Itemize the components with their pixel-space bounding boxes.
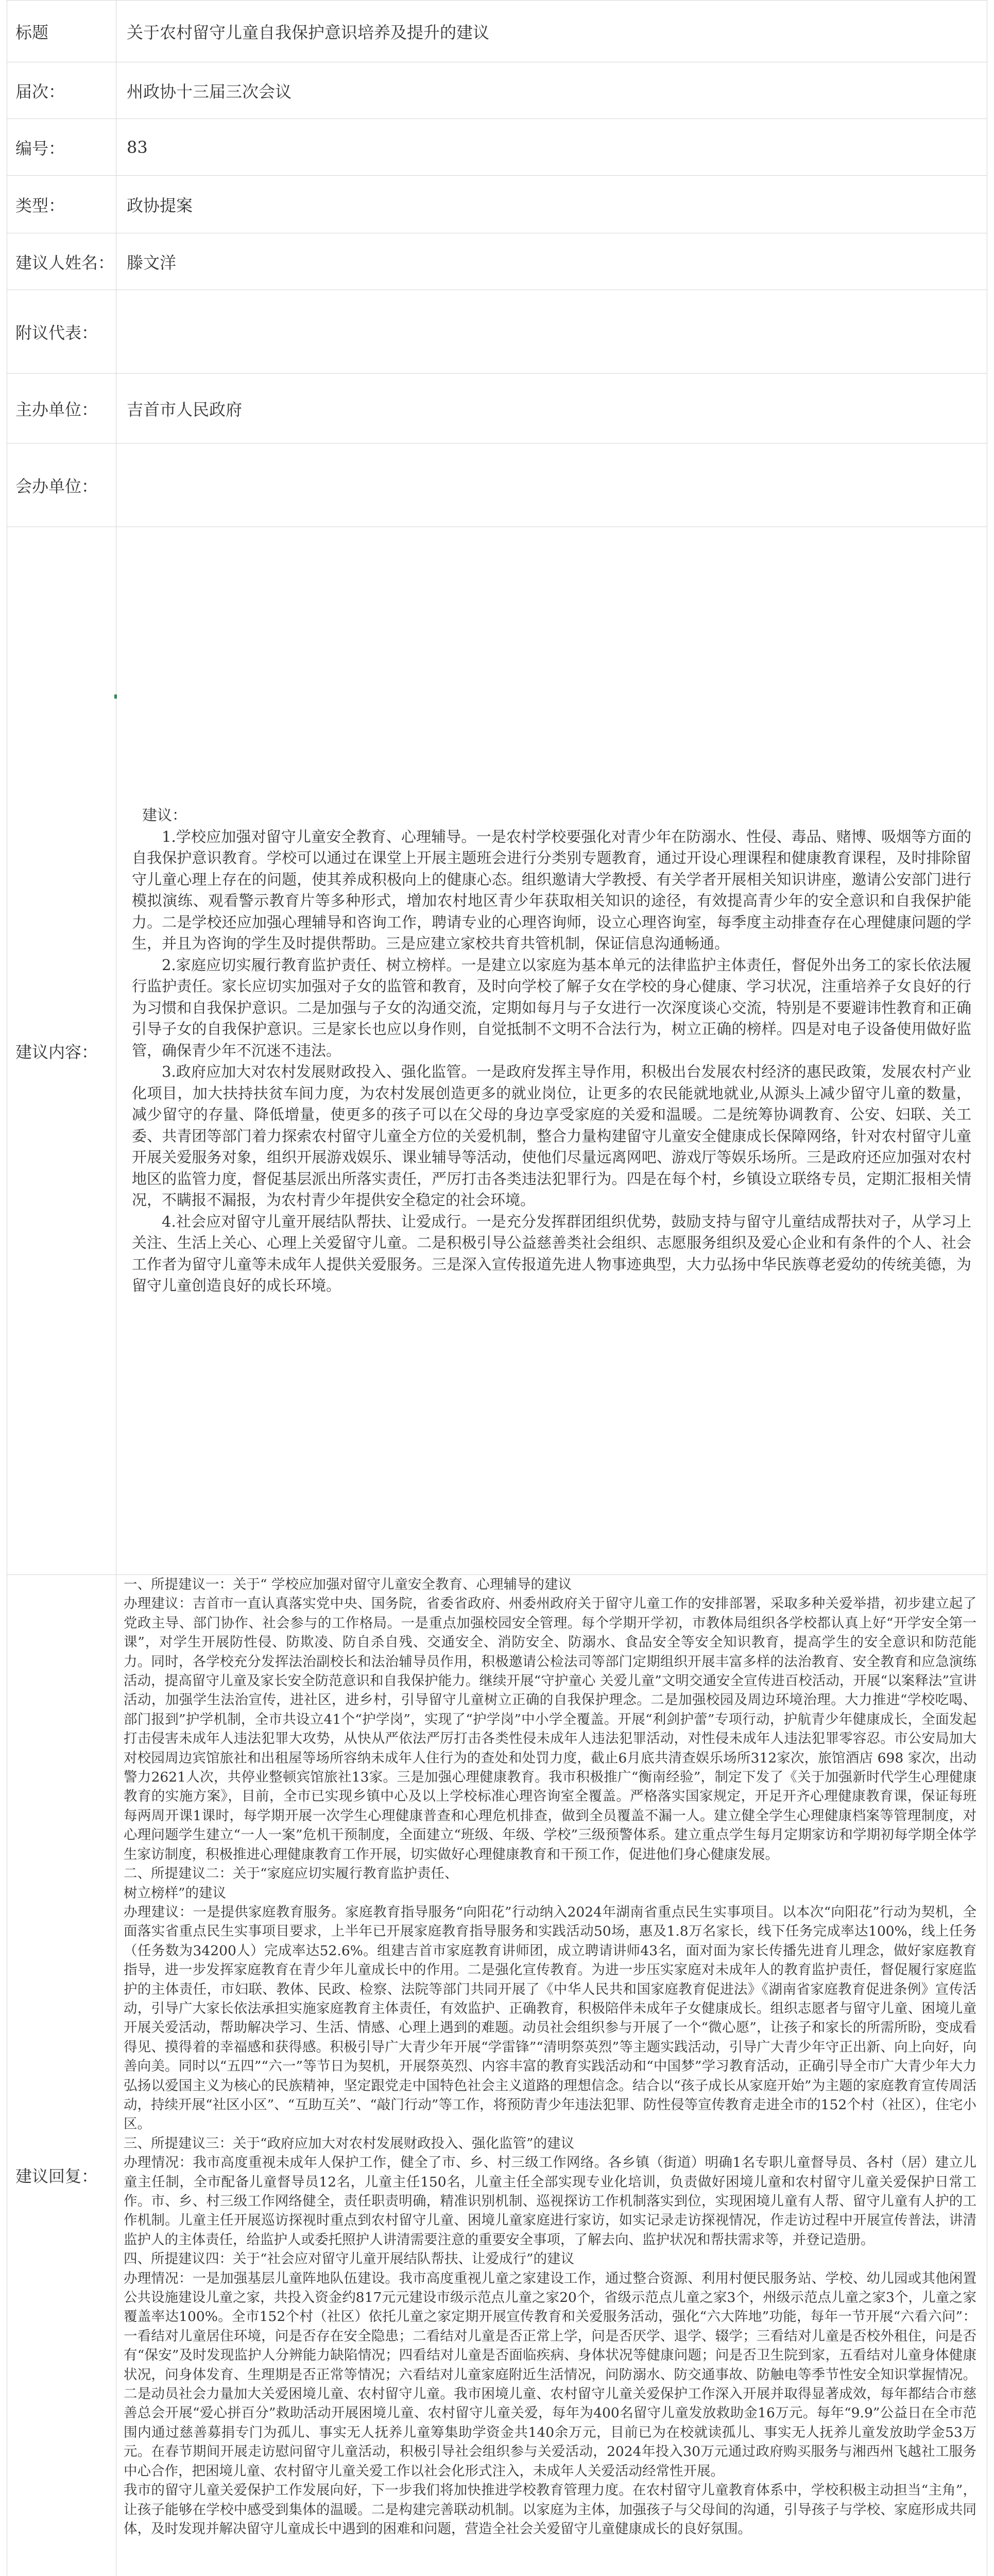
row-number — [7, 119, 987, 176]
reply-content — [116, 1575, 987, 2576]
title-value: 关于农村留守儿童自我保护意识培养及提升的建议 — [116, 1, 987, 62]
co-unit-label: 会办单位： — [7, 444, 116, 527]
reply-paragraph: 办理建议：一是提供家庭教育服务。家庭教育指导服务“向阳花”行动纳入2024年湖南省重点民生实事项目。以本次“向阳花”行动为契机，全面落实省重点民生实事项目要求，上半年已开展家庭教育指导服务和实践活动50场，惠及1.8万名家长，线下任务完成率达100%，线上任务（任务数为34200人）完成率达52.6%。组建吉首市家庭教育讲师团，成立聘请讲师43名，面对面为家长传播先进育儿理念，做好家庭教育指导，进一步发挥家庭教育在青少年儿童成长中的作用。二是强化宣传教育。为进一步压实家庭对未成年人的教育监护责任，督促履行家庭监护的主体责任，市妇联、教体、民政、检察、法院等部门共同开展了《中华人民共和国家庭教育促进法》《湖南省家庭教育促进条例》宣传活动，引导广大家长依法承担实施家庭教育主体责任，有效监护、正确教育，积极陪伴未成年子女健康成长。组织志愿者与留守儿童、困境儿童开展关爱活动，帮助解决学习、生活、情感、心理上遇到的难题。动员社会组织参与开展了一个“微心愿”，让孩子和家长的所需所盼，变成看得见、摸得着的幸福感和获得感。积极引导广大青少年开展“学雷锋”“清明祭英烈”等主题实践活动，引导广大青少年守正出新、向上向好，向善向美。同时以“五四”“六一”等节日为契机，开展祭英烈、内容丰富的教育实践活动和“中国梦”学习教育活动，正确引导全市广大青少年大力弘扬以爱国主义为核心的民族精神，坚定跟党走中国特色社会主义道路的理想信念。结合以“孩子成长从家庭开始”为主题的家庭教育宣传周活动，持续开展“社区小区”、“互助互关”、“敲门行动”等工作，将预防青少年违法犯罪、防性侵等宣传教育走进全市的152个村（社区），住宅小区。 — [124, 1904, 976, 2132]
suggestion-paragraph: 3.政府应加大对农村发展财政投入、强化监管。一是政府发挥主导作用，积极出台发展农村经济的惠民政策，发展农村产业化项目，加大扶持扶贫车间力度，为农村发展创造更多的就业岗位，让更多的农民能就地就业,从源头上减少留守儿童的数量，减少留守的存量、降低增量，使更多的孩子可以在父母的身边享受家庭的关爱和温暖。二是统筹协调教育、公安、妇联、关工委、共青团等部门着力探索农村留守儿童全方位的关爱机制，整合力量构建留守儿童安全健康成长保障网络，针对农村留守儿童开展关爱服务对象，组织开展游戏娱乐、课业辅导等活动，使他们尽量远离网吧、游戏厅等娱乐场所。三是政府还应加强对农村地区的监管力度，督促基层派出所落实责任，严厉打击各类违法犯罪行为。四是在每个村，乡镇设立联络专员，定期汇报相关情况，不瞒报不漏报，为农村青少年提供安全稳定的社会环境。 — [132, 1063, 971, 1209]
co-unit-value — [116, 444, 987, 527]
proposer-label: 建议人姓名： — [7, 233, 116, 290]
row-session — [7, 62, 987, 119]
reply-paragraph: 我市的留守儿童关爱保护工作发展向好，下一步我们将加快推进学校教育管理力度。在农村留守儿童教育体系中，学校积极主动担当“主角”，让孩子能够在学校中感受到集体的温暖。二是构建完善联动机制。以家庭为主体，加强孩子与父母间的沟通，引导孩子与学校、家庭形成共同体，及时发现并解决留守儿童成长中遇到的困难和问题，营造全社会关爱留守儿童健康成长的良好氛围。 — [124, 2482, 976, 2537]
proposal-table — [7, 0, 987, 2576]
reply-paragraph: 办理情况：一是加强基层儿童阵地队伍建设。我市高度重视儿童之家建设工作，通过整合资源、利用村便民服务站、学校、幼儿园或其他闲置公共设施建设儿童之家，共投入资金约817元元建设市级示范点儿童之家20个，省级示范点儿童之家3个，州级示范点儿童之家3个，儿童之家覆盖率达100%。全市152个村（社区）依托儿童之家定期开展宣传教育和关爱服务活动，强化“六大阵地”功能，每年一节开展“六看六问”：一看结对儿童居住环境，问是否存在安全隐患；二看结对儿童是否正常上学，问是否厌学、退学、辍学；三看结对儿童是否校外租住，问是否有“保安”及时发现监护人分辨能力缺陷情况；四看结对儿童是否面临疾病、身体状况等健康问题；问是否卫生院到家，五看结对儿童身体健康状况，问身体发育、生理期是否正常等情况；六看结对儿童家庭附近生活情况，问防溺水、防交通事故、防触电等季节性安全知识掌握情况。二是动员社会力量加大关爱困境儿童、农村留守儿童。我市困境儿童、农村留守儿童关爱保护工作深入开展并取得显著成效，每年都结合市慈善总会开展“爱心拼百分”救助活动开展困境儿童、农村留守儿童关爱，每年为400名留守儿童发放救助金16万元。每年“9.9”公益日在全市范围内通过慈善募捐专门为孤儿、事实无人抚养儿童筹集助学资金共140余万元，目前已为在校就读孤儿、事实无人抚养儿童发放助学金53万元。在春节期间开展走访慰问留守儿童活动，积极引导社会组织参与关爱活动，2024年投入30万元通过政府购买服务与湘西州飞越社工服务中心合作，把困境儿童、农村留守儿童关爱工作以社会化形式注入，未成年人关爱活动经常性开展。 — [124, 2270, 976, 2479]
suggestion-paragraph: 2.家庭应切实履行教育监护责任、树立榜样。一是建立以家庭为基本单元的法律监护主体责任，督促外出务工的家长依法履行监护责任。家长应切实加强对子女的监管和教育，及时向学校了解子女在学校的身心健康、学习状况，注重培养子女良好的行为习惯和自我保护意识。二是加强与子女的沟通交流，定期如每月与子女进行一次深度谈心交流，特别是不要避讳性教育和正确引导子女的自我保护意识。三是家长也应以身作则，自觉抵制不文明不合法行为，树立正确的榜样。四是对电子设备使用做好监管，确保青少年不沉迷不违法。 — [132, 956, 971, 1059]
proposer-value: 滕文洋 — [116, 233, 987, 290]
seconders-label: 附议代表： — [7, 290, 116, 374]
session-label: 届次： — [7, 62, 116, 119]
session-value: 州政协十三届三次会议 — [116, 62, 987, 119]
reply-paragraph: 树立榜样”的建议 — [124, 1885, 227, 1901]
suggestion-paragraph: 1.学校应加强对留守儿童安全教育、心理辅导。一是农村学校要强化对青少年在防溺水、性侵、毒品、赌博、吸烟等方面的自我保护意识教育。学校可以通过在课堂上开展主题班会进行分类别专题教育，通过开设心理课程和健康教育课程，及时排除留守儿童心理上存在的问题，使其养成积极向上的健康心态。组织邀请大学教授、有关学者开展相关知识讲座，邀请公安部门进行模拟演练、观看警示教育片等多种形式，增加农村地区青少年获取相关知识的途径，有效提高青少年的安全意识和自我保护能力。二是学校还应加强心理辅导和咨询工作，聘请专业的心理咨询师，设立心理咨询室，每季度主动排查存在心理健康问题的学生，并且为咨询的学生及时提供帮助。三是应建立家校共育共管机制，保证信息沟通畅通。 — [132, 827, 971, 953]
proposal-detail-sheet — [7, 0, 987, 2576]
row-suggestion — [7, 527, 987, 1575]
host-unit-value: 吉首市人民政府 — [116, 374, 987, 444]
host-unit-label: 主办单位： — [7, 374, 116, 444]
reply-paragraph: 办理情况：我市高度重视未成年人保护工作，健全了市、乡、村三级工作网络。各乡镇（街道）明确1名专职儿童督导员、各村（居）建立儿童主任制，全市配备儿童督导员12名，儿童主任150名，儿童主任全部实现专业化培训，负责做好困境儿童和农村留守儿童关爱保护日常工作。市、乡、村三级工作网络健全，责任职责明确，精准识别机制、巡视探访工作机制落实到位，实现困境儿童有人帮、留守儿童有人护的工作机制。儿童主任开展巡访探视时重点到农村留守儿童、困境儿童家庭进行家访，如实记录走访探视情况，作走访过程中开展宣传普法，讲清监护人的主体责任，给监护人或委托照护人讲清需要注意的重要安全事项，了解去向、监护状况和帮扶需求等，并登记造册。 — [124, 2155, 976, 2248]
suggestion-content — [116, 805, 987, 1297]
row-type — [7, 176, 987, 233]
row-seconders — [7, 290, 987, 374]
row-title — [7, 1, 987, 62]
suggestion-paragraph: 4.社会应对留守儿童开展结队帮扶、让爱成行。一是充分发挥群团组织优势，鼓励支持与留守儿童结成帮扶对子，从学习上关注、生活上关心、心理上关爱留守儿童。二是积极引导公益慈善类社会组织、志愿服务组织及爱心企业和有条件的个人、社会工作者为留守儿童等未成年人提供关爱服务。三是深入宣传报道先进人物事迹典型，大力弘扬中华民族尊老爱幼的传统美德，为留守儿童创造良好的成长环境。 — [132, 1212, 971, 1295]
row-reply — [7, 1575, 987, 2576]
type-value: 政协提案 — [116, 176, 987, 233]
reply-paragraph: 办理建议：吉首市一直认真落实党中央、国务院，省委省政府、州委州政府关于留守儿童工作的安排部署，采取多种关爱举措，初步建立起了党政主导、部门协作、社会参与的工作格局。一是重点加强校园安全管理。每个学期开学初，市教体局组织各学校都认真上好“开学安全第一课”，对学生开展防性侵、防欺凌、防自杀自残、交通安全、消防安全、防溺水、食品安全等安全知识教育，提高学生的安全意识和防范能力。同时，各学校充分发挥法治副校长和法治辅导员作用，积极邀请公检法司等部门定期组织开展丰富多样的法治教育、安全教育和应急演练活动，提高留守儿童及家长安全防范意识和自我保护能力。继续开展“守护童心 关爱儿童”文明交通安全宣传进百校活动，开展“以案释法”宣讲活动，加强学生法治宣传，进社区，进乡村，引导留守儿童树立正确的自我保护理念。二是加强校园及周边环境治理。大力推进“学校吃喝、部门报到”护学机制，全市共设立41个“护学岗”，实现了“护学岗”中小学全覆盖。开展“利剑护蕾”专项行动，护航青少年健康成长，全面发起打击侵害未成年人违法犯罪大攻势，从快从严依法严厉打击各类性侵未成年人违法犯罪活动，对性侵未成年人违法犯罪零容忍。市公安局加大对校园周边宾馆旅社和出租屋等场所容纳未成年人住行为的查处和处罚力度，截止6月底共清查娱乐场所312家次，旅馆酒店 698 家次，出动警力2621人次，共停业整顿宾馆旅社13家。三是加强心理健康教育。我市积极推广“衡南经验”，制定下发了《关于加强新时代学生心理健康教育的实施方案》，目前，全市已实现乡镇中心及以上学校标准心理咨询室全覆盖。严格落实国家规定，开足开齐心理健康教育课，保证每班每两周开课1课时，每学期开展一次学生心理健康普查和心理危机排查，做到全员覆盖不漏一人。建立健全学生心理健康档案等管理制度，对心理问题学生建立“一人一案”危机干预制度，全面建立“班级、年级、学校”三级预警体系。建立重点学生每月定期家访和学期初每学期全体学生家访制度，积极推进心理健康教育工作开展，切实做好心理健康教育和干预工作，促进他们身心健康发展。 — [124, 1596, 976, 1862]
suggestion-cell — [116, 527, 987, 1575]
reply-paragraph: 四、所提建议四：关于“社会应对留守儿童开展结队帮扶、让爱成行”的建议 — [124, 2251, 575, 2267]
row-proposer — [7, 233, 987, 290]
suggestion-intro: 建议： — [142, 806, 187, 824]
type-label: 类型： — [7, 176, 116, 233]
reply-label: 建议回复： — [7, 1575, 116, 2576]
title-label: 标题 — [7, 1, 116, 62]
seconders-value — [116, 290, 987, 374]
suggestion-label: 建议内容： — [7, 527, 116, 1575]
reply-paragraph: 二、所提建议二：关于“家庭应切实履行教育监护责任、 — [124, 1866, 458, 1882]
row-host-unit — [7, 374, 987, 444]
number-label: 编号： — [7, 119, 116, 176]
row-co-unit — [7, 444, 987, 527]
reply-cell — [116, 1575, 987, 2576]
reply-paragraph: 三、所提建议三：关于“政府应加大对农村发展财政投入、强化监管”的建议 — [124, 2135, 575, 2151]
reply-paragraph: 一、所提建议一：关于“ 学校应加强对留守儿童安全教育、心理辅导的建议 — [124, 1577, 572, 1592]
number-value: 83 — [116, 119, 987, 176]
cell-corner-marker — [114, 694, 117, 699]
